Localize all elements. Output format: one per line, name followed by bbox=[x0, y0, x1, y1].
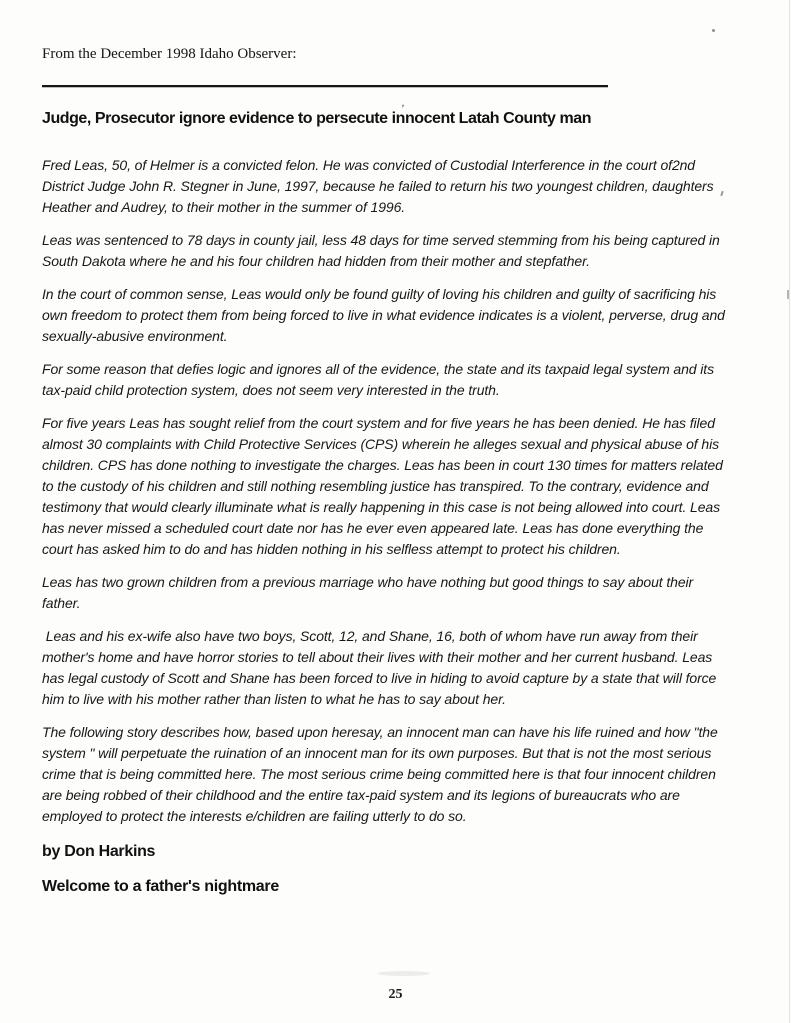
scan-artifact-edge-mark bbox=[787, 290, 790, 299]
body-paragraph: For some reason that defies logic and ignores all of the evidence, the state and its taxpaid legal system and its tax-paid child protection system, does not seem very interested in the truth. bbox=[42, 361, 718, 398]
article-headline: Judge, Prosecutor ignore evidence to persecute innocent Latah County man bbox=[42, 110, 592, 127]
body-paragraph: Leas has two grown children from a previous marriage who have nothing but good things to say about their father. bbox=[42, 574, 697, 611]
article-body bbox=[42, 155, 734, 827]
body-paragraph: In the court of common sense, Leas would only be found guilty of loving his children and guilty of sacrificing his own freedom to protect them from being forced to live in what evidence indicates is a violent, perverse, drug and sexually-abusive environment. bbox=[42, 286, 729, 344]
horizontal-divider bbox=[42, 85, 608, 87]
scan-artifact-comma: , bbox=[400, 94, 407, 110]
section-subheading: Welcome to a father's nightmare bbox=[42, 878, 279, 895]
body-paragraph: Fred Leas, 50, of Helmer is a convicted felon. He was convicted of Custodial Interference in the court of2nd District Judge John R. Stegner in June, 1997, because he failed to return his two youngest children, daughters Heather and Audrey, to their mother in the summer of 1996. bbox=[42, 157, 718, 215]
body-paragraph: For five years Leas has sought relief from the court system and for five years he has been denied. He has filed almost 30 complaints with Child Protective Services (CPS) wherein he alleges sexual and physical abuse of his children. CPS has done nothing to investigate the charges. Leas has been in court 130 times for matters related to the custody of his children and still nothing resembling justice has transpired. To the contrary, evidence and testimony that would clearly illuminate what is really happening in this case is not being allowed into court. Leas has never missed a scheduled court date nor has he ever even appeared late. Leas has done everything the court has asked him to do and has hidden nothing in his selfless attempt to protect his children. bbox=[42, 415, 727, 557]
scan-edge-line bbox=[789, 0, 790, 1023]
page-number: 25 bbox=[388, 987, 403, 1002]
body-paragraph: Leas was sentenced to 78 days in county jail, less 48 days for time served stemming from his being captured in South Dakota where he and his four children had hidden from their mother and stepfather. bbox=[42, 232, 724, 269]
page-footer bbox=[0, 985, 791, 1003]
body-paragraph: Leas and his ex-wife also have two boys, Scott, 12, and Shane, 16, both of whom have run away from their mother's home and have horror stories to tell about their lives with their mother and her current husband. Leas has legal custody of Scott and Shane has been forced to live in hiding to avoid capture by a state that will force him to live with his mother rather than listen to what he has to say about her. bbox=[42, 628, 721, 707]
scan-artifact-smudge bbox=[378, 971, 430, 976]
source-attribution: From the December 1998 Idaho Observer: bbox=[42, 46, 297, 62]
body-paragraph: The following story describes how, based upon heresay, an innocent man can have his life ruined and how "the system " will perpetuate the ruination of an innocent man for its own purposes. But that is not the most serious crime that is being committed here. The most serious crime being committed here is that four innocent children are being robbed of their childhood and the entire tax-paid system and its legions of bureaucrats who are employed to protect the interests e/children are failing utterly to do so. bbox=[42, 724, 722, 824]
byline: by Don Harkins bbox=[42, 843, 156, 860]
scan-artifact-dot bbox=[712, 29, 715, 32]
